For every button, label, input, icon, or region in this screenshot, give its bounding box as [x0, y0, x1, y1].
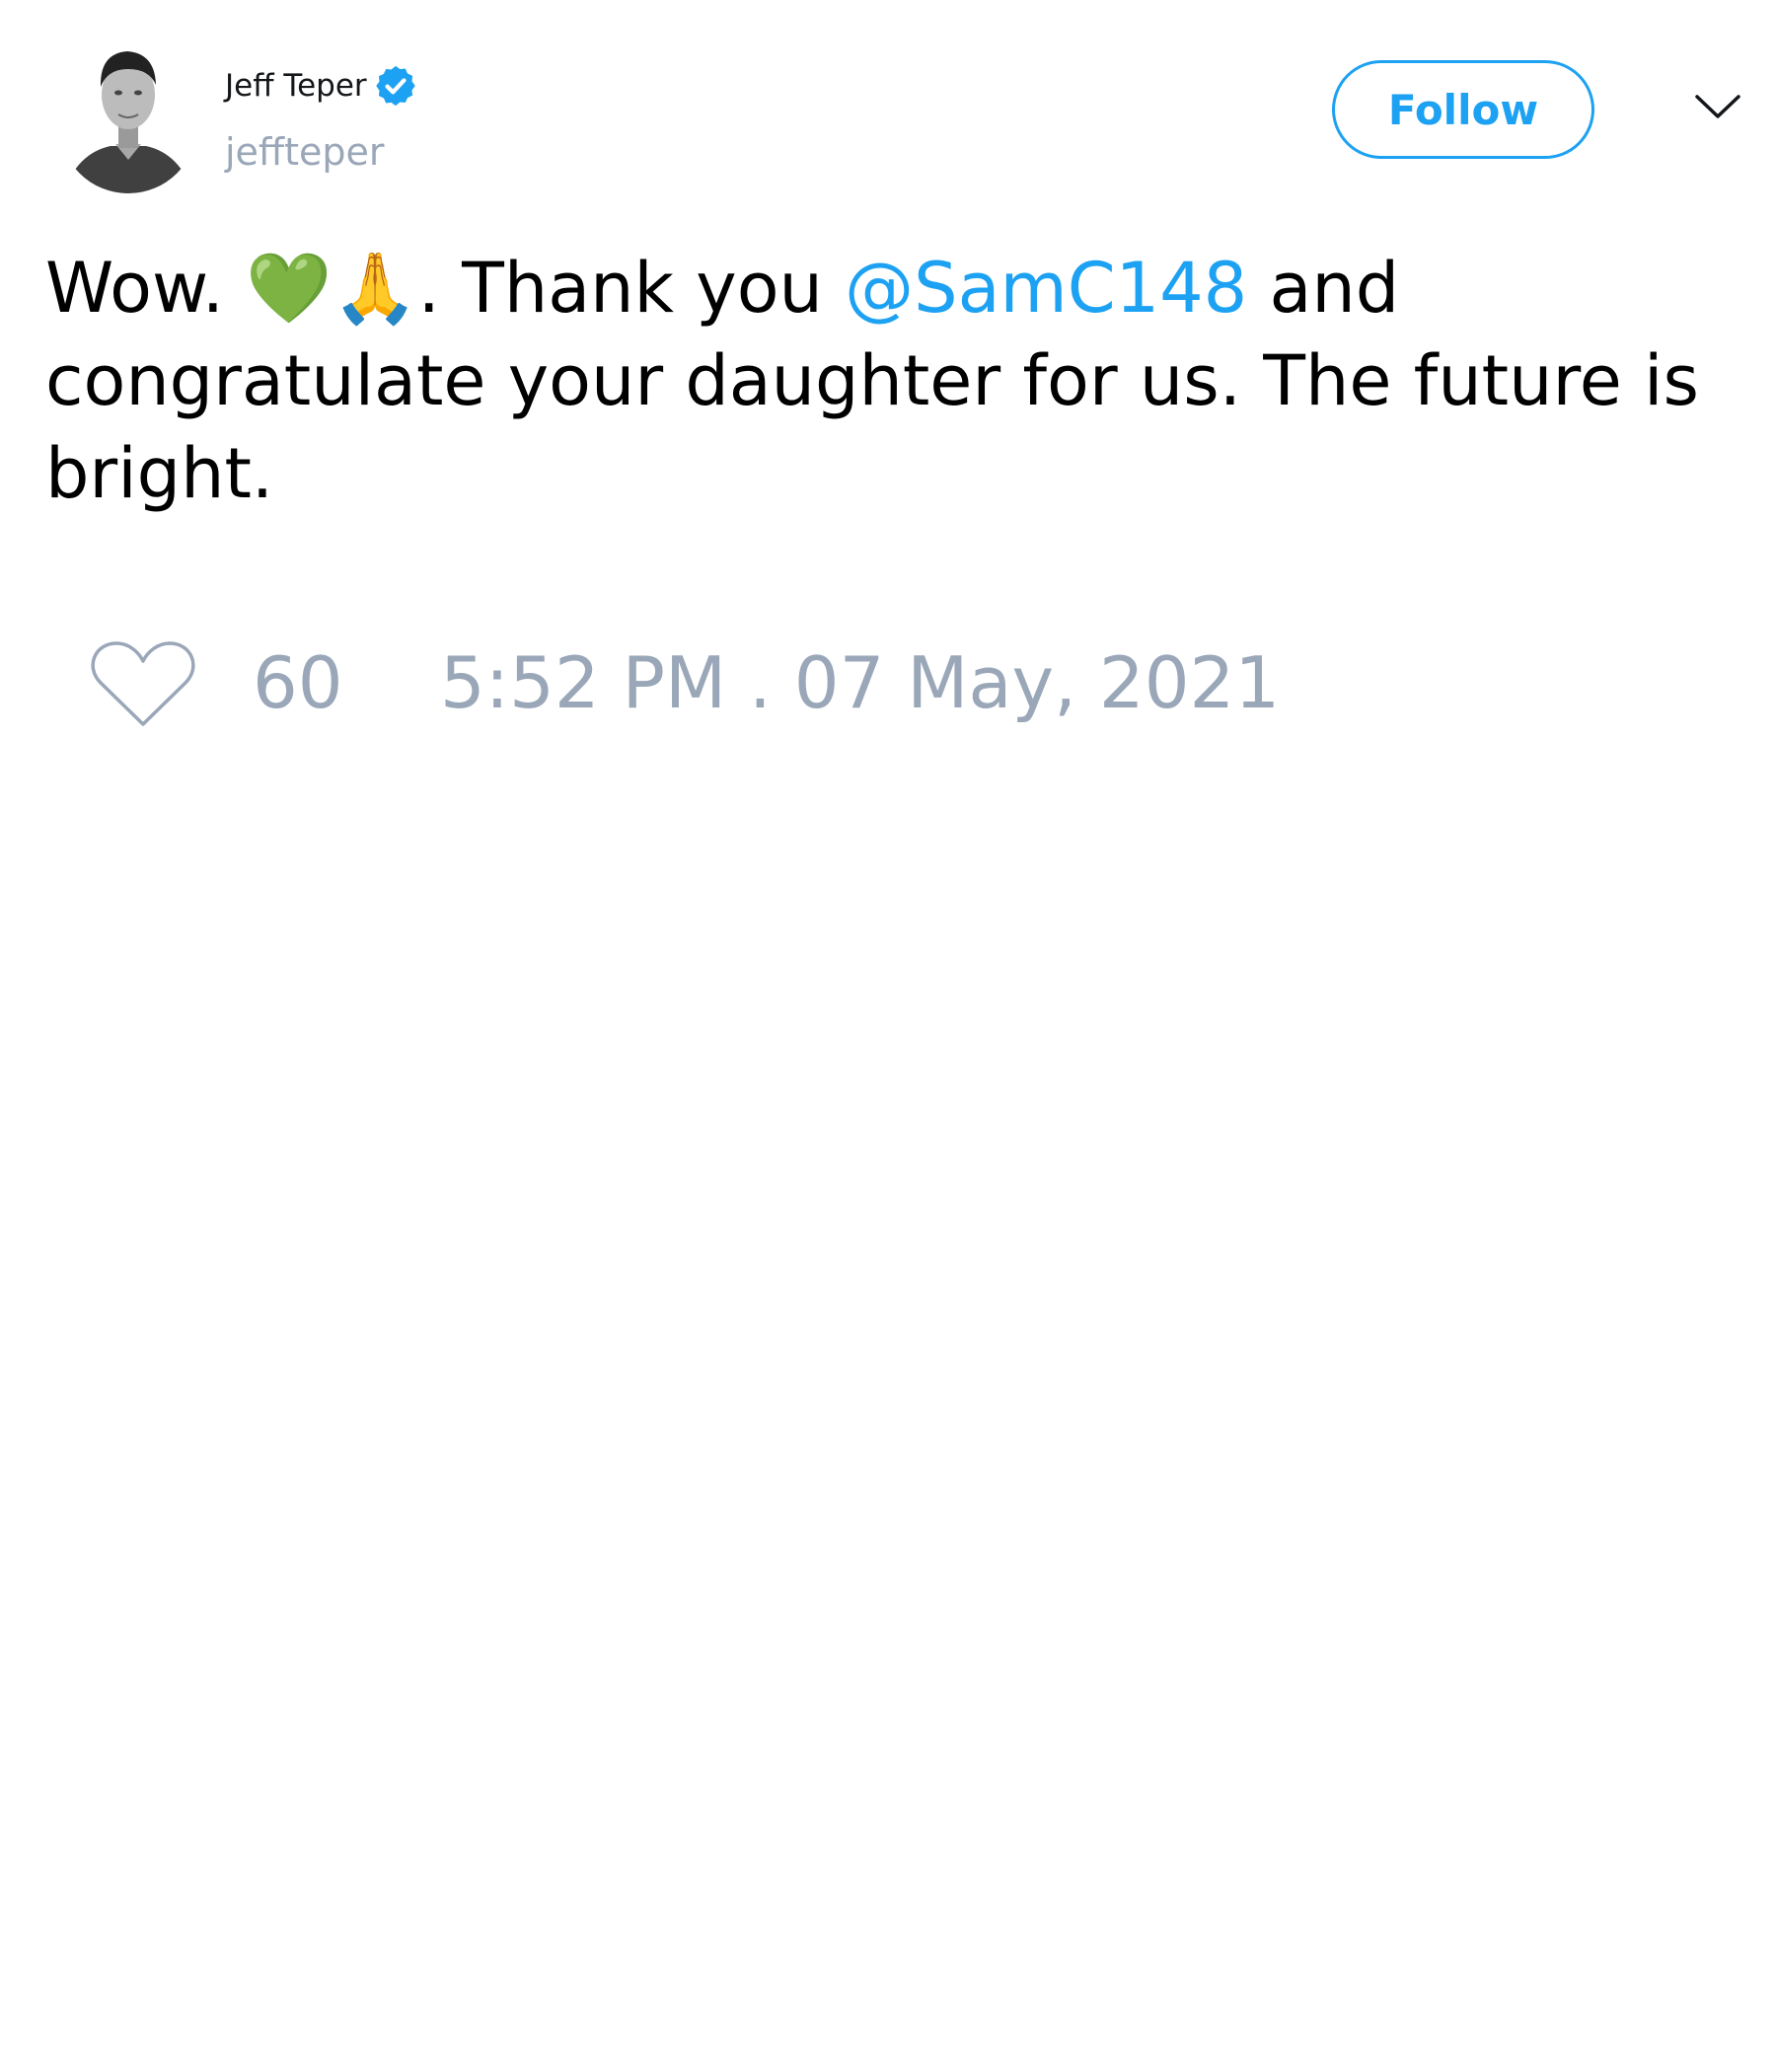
chevron-down-icon[interactable]: [1693, 89, 1742, 124]
mention-link[interactable]: @SamC148: [845, 248, 1248, 329]
verified-badge-icon: [373, 63, 418, 109]
tweet-text-part-2: . Thank you: [417, 248, 846, 329]
author-avatar[interactable]: [56, 28, 200, 193]
author-name-row[interactable]: [225, 63, 418, 109]
folded-hands-emoji: 🙏: [332, 248, 418, 329]
heart-outline-icon[interactable]: [89, 637, 197, 730]
author-display-name[interactable]: Jeff Teper: [225, 68, 367, 104]
tweet-text-part-1: Wow.: [45, 248, 247, 329]
like-count: 60: [253, 641, 343, 724]
follow-button[interactable]: Follow: [1332, 60, 1594, 159]
author-username[interactable]: jeffteper: [225, 130, 385, 174]
tweet-timestamp[interactable]: 5:52 PM . 07 May, 2021: [440, 641, 1281, 724]
tweet-text-part-3: and congratulate your daughter for us. The future is bright.: [45, 248, 1699, 514]
green-heart-emoji: 💚: [246, 248, 333, 329]
tweet-text: [45, 242, 1742, 520]
